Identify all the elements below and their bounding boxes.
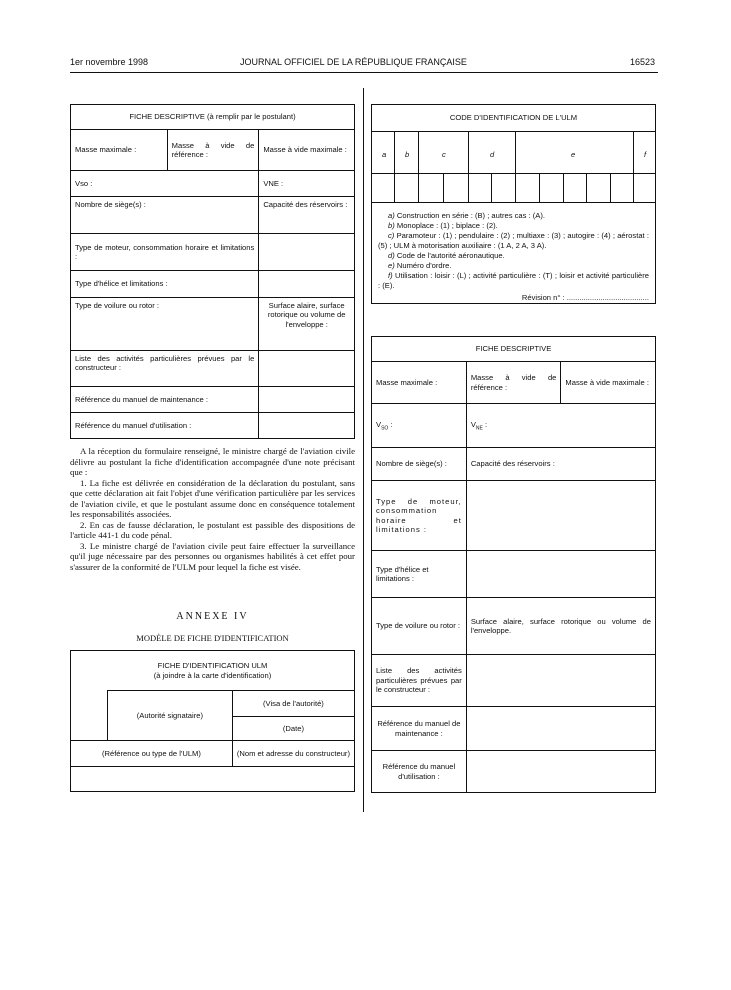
paragraph: 1. La fiche est délivrée en considération de la déclaration du postulant, sans que cette déclaration ait fait l'objet d'une vérification particulière par les services de l'aviation civile, et que le postulant assume donc en conséquence totalement les responsabilités associées. [70, 477, 355, 519]
ref-manuel-maintenance-field[interactable]: Référence du manuel de maintenance : [372, 707, 467, 751]
fiche-ident-subtitle: (à joindre à la carte d'identification) [153, 670, 272, 680]
capacite-reservoirs-field[interactable]: Capacité des réservoirs : [466, 448, 655, 481]
code-letter-a: a [382, 150, 387, 159]
code-box-divider [633, 174, 634, 202]
code-letter-d: d [490, 150, 495, 159]
code-divider [418, 132, 419, 173]
body-text [70, 446, 355, 572]
vne-label: V [470, 419, 476, 429]
code-identification-box [371, 104, 656, 304]
vne-field[interactable]: $V_{NE}$ : [466, 404, 655, 448]
legend-e [378, 261, 649, 271]
header-date: 1er novembre 1998 [70, 57, 149, 67]
fiche-descriptive [371, 336, 656, 793]
type-helice-value[interactable] [466, 551, 655, 598]
paragraph: 3. Le ministre chargé de l'aviation civile peut faire effectuer la surveillance qu'il juge nécessaire par des personnes ou organismes habilités à cet effet pour s'assurer de la conformité de l'ULM pour lequel la fiche est visée. [70, 540, 355, 572]
code-ident-boxes-row [372, 174, 655, 203]
masse-maximale-field[interactable]: Masse maximale : [71, 130, 168, 171]
header-rule [70, 72, 658, 73]
constructeur-field[interactable]: (Nom et adresse du constructeur) [232, 741, 354, 767]
fiche-ident-title: FICHE D'IDENTIFICATION ULM [157, 661, 268, 671]
ref-manuel-maintenance-field[interactable]: Référence du manuel de maintenance : [71, 387, 259, 413]
legend-a [378, 211, 649, 221]
legend-c-label: c) [388, 231, 395, 240]
vso-subscript: SO [381, 425, 389, 432]
masse-vide-maximale-field[interactable]: Masse à vide maximale : [561, 362, 656, 404]
masse-vide-reference-field[interactable]: Masse à vide de référence : [167, 130, 259, 171]
header-page-number: 16523 [630, 57, 656, 67]
ref-manuel-utilisation-value[interactable] [259, 413, 355, 439]
type-helice-field[interactable]: Type d'hélice et limitations : [71, 271, 259, 298]
masse-vide-reference-field[interactable]: Masse à vide de référence : [466, 362, 561, 404]
legend-b-text: Monoplace : (1) ; biplace : (2). [394, 221, 498, 230]
activites-particulieres-field[interactable]: Liste des activités particulières prévues par le constructeur : [71, 351, 259, 387]
header-journal: JOURNAL OFFICIEL DE LA RÉPUBLIQUE FRANÇAISE [240, 57, 467, 67]
legend-a-text: Construction en série : (B) ; autres cas : (A). [394, 211, 546, 220]
nombre-sieges-field[interactable]: Nombre de siège(s) : [71, 197, 259, 234]
legend-e-label: e) [388, 261, 395, 270]
type-voilure-field[interactable]: Type de voilure ou rotor : [372, 598, 467, 655]
legend-c [378, 231, 649, 251]
masse-maximale-field[interactable]: Masse maximale : [372, 362, 467, 404]
code-divider [633, 132, 634, 173]
fiche-ident-blank [71, 691, 108, 741]
code-legend [372, 203, 655, 303]
masse-vide-maximale-field[interactable]: Masse à vide maximale : [259, 130, 355, 171]
code-divider [515, 132, 516, 173]
ref-manuel-utilisation-field[interactable]: Référence du manuel d'utilisation : [71, 413, 259, 439]
ref-manuel-maintenance-value[interactable] [466, 707, 655, 751]
vso-field[interactable]: Vso : [71, 171, 259, 197]
code-ident-title: CODE D'IDENTIFICATION DE L'ULM [372, 105, 655, 132]
code-divider [394, 132, 395, 173]
visa-autorite-field[interactable]: (Visa de l'autorité) [232, 691, 354, 717]
annexe-subtitle: MODÈLE DE FICHE D'IDENTIFICATION [136, 633, 289, 643]
code-box-divider [443, 174, 444, 202]
fiche-title: FICHE DESCRIPTIVE (à remplir par le postulant) [71, 105, 355, 130]
code-box-divider [491, 174, 492, 202]
code-box-divider [539, 174, 540, 202]
code-box-divider [418, 174, 419, 202]
revision-field[interactable]: Révision n° : ....................................... [521, 293, 649, 302]
surface-alaire-field[interactable]: Surface alaire, surface rotorique ou volume de l'enveloppe : [259, 298, 355, 351]
fiche-ident-footer-blank[interactable] [71, 767, 355, 792]
code-box-divider [515, 174, 516, 202]
fiche-identification-ulm [70, 650, 355, 792]
surface-alaire-field[interactable]: Surface alaire, surface rotorique ou volume de l'enveloppe. [466, 598, 655, 655]
type-voilure-field[interactable]: Type de voilure ou rotor : [71, 298, 259, 351]
code-letter-c: c [442, 150, 446, 159]
type-moteur-value[interactable] [259, 234, 355, 271]
nombre-sieges-field[interactable]: Nombre de siège(s) : [372, 448, 467, 481]
type-moteur-field[interactable]: Type de moteur, consommation horaire et limitations : [71, 234, 259, 271]
activites-particulieres-value[interactable] [466, 655, 655, 707]
legend-d [378, 251, 649, 261]
legend-d-text: Code de l'autorité aéronautique. [394, 251, 505, 260]
type-helice-value[interactable] [259, 271, 355, 298]
code-box-divider [563, 174, 564, 202]
activites-particulieres-value[interactable] [259, 351, 355, 387]
vne-subscript: NE [475, 425, 483, 432]
annexe-title: ANNEXE IV [176, 611, 249, 622]
code-box-divider [468, 174, 469, 202]
vne-field[interactable]: VNE : [259, 171, 355, 197]
code-divider [468, 132, 469, 173]
legend-b [378, 221, 649, 231]
vso-label: V [376, 419, 382, 429]
code-letter-f: f [644, 150, 647, 159]
type-helice-field[interactable]: Type d'hélice et limitations : [372, 551, 467, 598]
legend-f-text: Utilisation : loisir : (L) ; activité particulière : (T) ; loisir et activité particulière : (E). [378, 271, 649, 290]
vso-field[interactable]: $V_{SO}$ : [372, 404, 467, 448]
column-divider [363, 88, 364, 812]
legend-f-label: f) [388, 271, 393, 280]
code-box-divider [586, 174, 587, 202]
paragraph: A la réception du formulaire renseigné, le ministre chargé de l'aviation civile délivre au postulant la fiche d'identification accompagnée d'une note précisant que : [70, 446, 355, 477]
type-moteur-value[interactable] [466, 481, 655, 551]
legend-c-text: Paramoteur : (1) ; pendulaire : (2) ; multiaxe : (3) ; autogire : (4) ; aérostat : (5) ; ULM à motorisation auxiliaire : (1 A, 2 A, 3 A). [378, 231, 649, 250]
ref-manuel-utilisation-value[interactable] [466, 751, 655, 793]
legend-a-label: a) [388, 211, 395, 220]
capacite-reservoirs-field[interactable]: Capacité des réservoirs : [259, 197, 355, 234]
legend-e-text: Numéro d'ordre. [394, 261, 452, 270]
autorite-signataire-field[interactable]: (Autorité signataire) [107, 691, 232, 741]
code-ident-letters-row [372, 132, 655, 174]
fiche-descriptive-title: FICHE DESCRIPTIVE [372, 337, 656, 362]
ref-manuel-utilisation-field[interactable]: Référence du manuel d'utilisation : [372, 751, 467, 793]
fiche-descriptive-postulant [70, 104, 355, 439]
paragraph: 2. En cas de fausse déclaration, le postulant est passible des dispositions de l'article 441-1 du code pénal. [70, 519, 355, 540]
code-box-divider [610, 174, 611, 202]
activites-particulieres-field[interactable]: Liste des activités particulières prévues par le constructeur : [372, 655, 467, 707]
date-field[interactable]: (Date) [232, 717, 354, 741]
code-letter-b: b [405, 150, 410, 159]
code-box-divider [394, 174, 395, 202]
fiche-ident-header [71, 651, 355, 691]
ref-manuel-maintenance-value[interactable] [259, 387, 355, 413]
code-letter-e: e [571, 150, 576, 159]
reference-ulm-field[interactable]: (Référence ou type de l'ULM) [71, 741, 233, 767]
legend-b-label: b) [388, 221, 395, 230]
legend-d-label: d) [388, 251, 395, 260]
legend-f [378, 271, 649, 291]
type-moteur-field[interactable]: Type de moteur, consommation horaire et limitations : [372, 481, 467, 551]
